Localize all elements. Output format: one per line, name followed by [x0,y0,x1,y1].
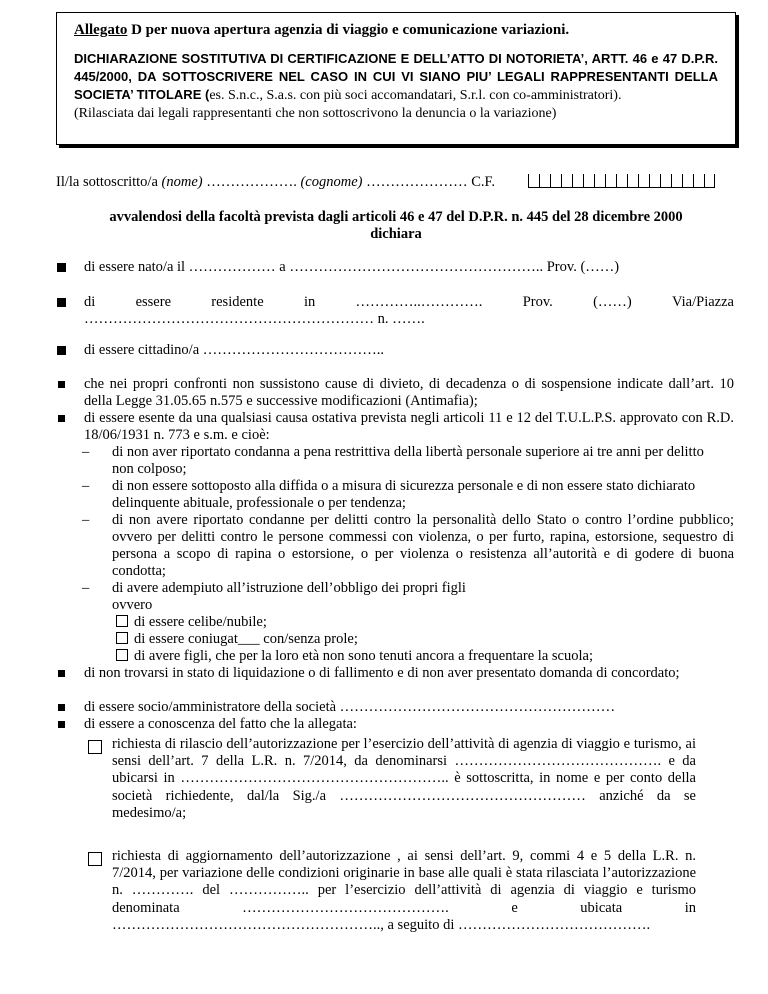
checkbox-icon[interactable] [116,615,128,627]
item-tulps: di essere esente da una qualsiasi causa ostativa prevista negli articoli 11 e 12 del T.U.L.P.S. approvato con R.D. 18/06/1931 n. 773 e s.m. e cioè: [84,410,734,443]
option-coniugato[interactable] [116,631,358,648]
checkbox-icon[interactable] [116,649,128,661]
request-checkbox-icon[interactable] [88,740,102,754]
checkbox-icon[interactable] [116,632,128,644]
attachment-title [74,22,718,39]
bullet-icon [58,704,65,711]
attachment-label: Allegato [74,22,128,38]
option-figli[interactable] [116,648,593,665]
cognome-field[interactable]: ………………… C.F. [362,174,496,190]
residence-word: Prov. [522,294,553,310]
bullet-icon [57,346,66,355]
cognome-label: (cognome) [300,174,363,190]
residence-word: essere [135,294,171,310]
signer-label: Il/la sottoscritto/a [56,174,162,190]
ovvero-label: ovvero [112,597,153,613]
bullet-icon [58,415,65,422]
dash-marker: – [82,444,90,460]
item-partner[interactable]: di essere socio/amministratore della società ………………………………………………… [84,699,616,715]
dichiara-heading: dichiara [370,226,422,242]
bullet-icon [57,298,66,307]
option-label: di essere coniugat___ con/senza prole; [134,631,358,647]
bullet-icon [58,721,65,728]
requirement-3: di non avere riportato condanne per delitti contro la personalità dello Stato o contro l’ordine pubblico; ovvero per delitti contro le persone commessi con violenza, o per furto, rapina, estorsione, sequestro di persona a scopo di rapina o estorsione, o per violenza o resistenza all’autorità e di godere di buona condotta; [112,512,734,579]
declaration-heading [74,50,718,105]
attachment-title-rest: D per nuova apertura agenzia di viaggio e comunicazione variazioni. [127,22,570,38]
item-citizenship[interactable]: di essere cittadino/a ……………………………….. [84,342,385,358]
dash-marker: – [82,512,90,528]
residence-address-field[interactable]: …………………………………………………… n. ……. [84,311,425,327]
nome-field[interactable]: ………………. [202,174,301,190]
signer-line [56,174,495,191]
codice-fiscale-boxes[interactable] [528,174,715,188]
dash-marker: – [82,478,90,494]
item-liquidation: di non trovarsi in stato di liquidazione o di fallimento e di non aver presentato domanda di concordato; [84,665,680,681]
requirement-1: di non aver riportato condanna a pena restrittiva della libertà personale superiore ai tre anni per delitto non colposo; [112,444,704,477]
residence-city-field[interactable]: …………..…………. [355,294,483,310]
header-box [56,12,736,145]
residence-word: Via/Piazza [672,294,734,310]
residence-prov-field[interactable]: (……) [593,294,632,310]
antimafia-text: che nei propri confronti non sussistono cause di divieto, di decadenza o di sospensione indicate dall’art. 10 della Legge 31.05.65 n.575 e successive modificazioni (Antimafia); [84,376,734,409]
declaration-bold-text: DICHIARAZIONE SOSTITUTIVA DI CERTIFICAZIONE E DELL’ATTO DI NOTORIETA’, ARTT. 46 e 47 D.P.R. 445/2000, DA SOTTOSCRIVERE NEL CASO IN CUI VI SIANO PIU’ LEGALI RAPPRESENTANTI DELLA SOCIETA’ TITOLARE ( [74,51,718,102]
item-antimafia [84,376,734,410]
request-checkbox-icon[interactable] [88,852,102,866]
bullet-icon [57,263,66,272]
residence-word: di [84,294,96,310]
requirement-2: di non essere sottoposto alla diffida o a misura di sicurezza personale e di non essere stato dichiarato delinquente abituale, professionale o per tendenza; [112,478,696,511]
intro-line: avvalendosi della facoltà prevista dagli articoli 46 e 47 del D.P.R. n. 445 del 28 dicembre 2000 [109,209,683,225]
item-birth[interactable]: di essere nato/a il ……………… a …………………………………………….. Prov. (……) [84,259,620,275]
declaration-note: (Rilasciata dai legali rappresentanti che non sottoscrivono la denuncia o la variazione) [74,106,557,121]
option-celibe[interactable] [116,614,267,631]
request-release: richiesta di rilascio dell’autorizzazione per l’esercizio dell’attività di agenzia di viaggio e turismo, ai sensi dell’art. 7 della L.R. n. 7/2014, da denominarsi ……………………………………. e da ubicarsi in ……………………………………………….. è sottoscritta, in nome e per conto della società richiedente, dal/la Sig./a …………………………………………… anziché da se medesimo/a; [112,736,696,821]
bullet-icon [58,381,65,388]
item-awareness: di essere a conoscenza del fatto che la allegata: [84,716,357,732]
residence-word: residente [211,294,264,310]
bullet-icon [58,670,65,677]
item-residence[interactable] [84,294,734,311]
requirement-4: di avere adempiuto all’istruzione dell’obbligo dei propri figli [112,580,466,596]
residence-word: in [303,294,316,310]
nome-label: (nome) [161,174,203,190]
dash-marker: – [82,580,90,596]
option-label: di essere celibe/nubile; [134,614,267,630]
request-update: richiesta di aggiornamento dell’autorizzazione , ai sensi dell’art. 9, commi 4 e 5 della L.R. n. 7/2014, per variazione delle condizioni originarie in base alle quali è stata rilasciata l’autorizzazione n. …………. del …………….. per l’esercizio dell’attività di agenzia di viaggio e turismo denominata ……………………………………. e ubicata in ……………………………………………….., a seguito di …………………………………. [112,848,696,933]
option-label: di avere figli, che per la loro età non sono tenuti ancora a frequentare la scuola; [134,648,593,664]
declaration-examples: es. S.n.c., S.a.s. con più soci accomandatari, S.r.l. con co-amministratori). [209,88,622,103]
